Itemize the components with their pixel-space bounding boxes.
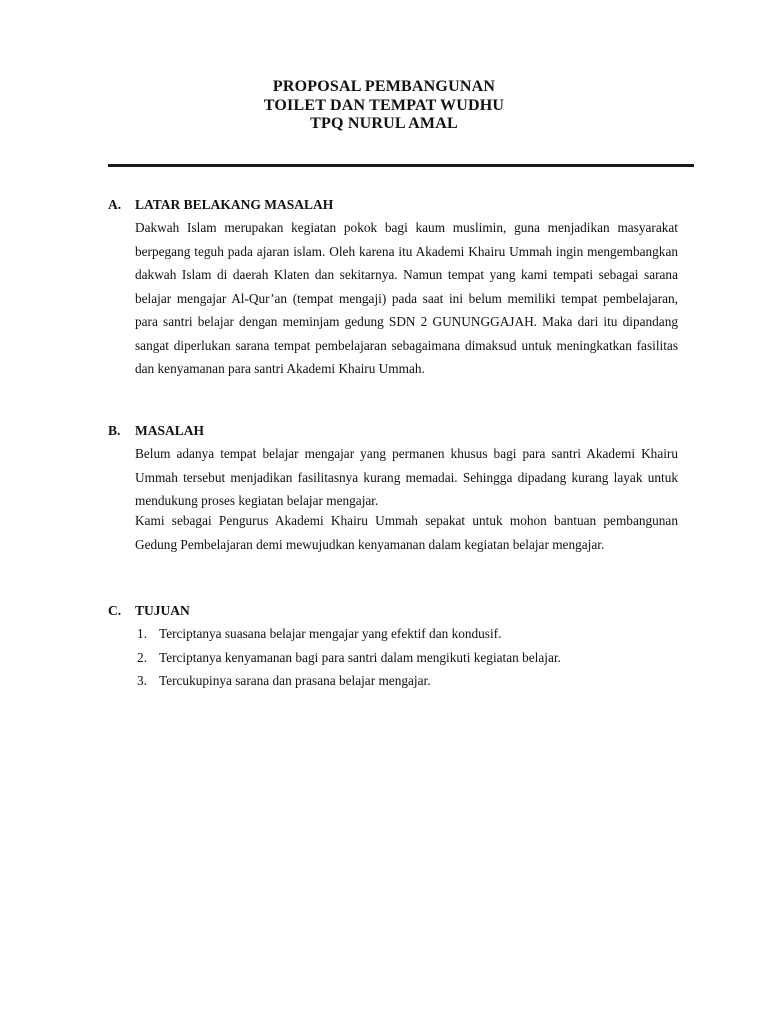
section-b-title: MASALAH: [135, 423, 205, 438]
list-item-number: 1.: [137, 626, 147, 641]
title-line-3: TPQ NURUL AMAL: [310, 115, 458, 132]
list-item-text: Tercukupinya sarana dan prasana belajar mengajar.: [159, 673, 431, 688]
list-item: [137, 669, 677, 693]
section-b-paragraph-1: Belum adanya tempat belajar mengajar yang permanen khusus bagi para santri Akademi Khairu Ummah tersebut menjadikan fasilitasnya kurang memadai. Sehingga dipadang kurang layak untuk mendukung proses kegiatan belajar mengajar.: [135, 446, 678, 508]
section-a-heading: [108, 196, 333, 214]
section-a-letter: A.: [108, 197, 122, 212]
section-b-letter: B.: [108, 423, 121, 438]
list-item: [137, 646, 677, 670]
title-line-1: PROPOSAL PEMBANGUNAN: [272, 78, 496, 95]
list-item: [137, 622, 677, 646]
list-item-text: Terciptanya kenyamanan bagi para santri dalam mengikuti kegiatan belajar.: [159, 649, 561, 665]
title-divider: [108, 164, 694, 167]
list-item-number: 3.: [137, 673, 147, 688]
document-title: [0, 78, 768, 134]
section-a-paragraph: Dakwah Islam merupakan kegiatan pokok bagi kaum muslimin, guna menjadikan masyarakat berpegang teguh pada ajaran islam. Oleh karena itu Akademi Khairu Ummah ingin mengembangkan dakwah Islam di daerah Klaten dan sekitarnya. Namun tempat yang kami tempati sebagai sarana belajar mengajar Al-Qur’an (tempat mengaji) pada saat ini belum memiliki tempat pembelajaran, para santri belajar dengan meminjam gedung SDN 2 GUNUNGGAJAH. Maka dari itu dipandang sangat diperlukan sarana tempat pembelajaran sebagaimana dimaksud untuk meningkatkan fasilitas dan kenyamanan para santri Akademi Khairu Ummah.: [135, 220, 678, 376]
section-c-heading: [108, 602, 190, 620]
list-item-text: Terciptanya suasana belajar mengajar yang efektif dan kondusif.: [159, 626, 502, 641]
section-c-title: TUJUAN: [135, 603, 190, 618]
list-item-number: 2.: [137, 649, 147, 665]
section-a-title: LATAR BELAKANG MASALAH: [135, 197, 334, 212]
title-line-2: TOILET DAN TEMPAT WUDHU: [263, 96, 505, 114]
objectives-list: [137, 622, 677, 693]
section-b-heading: [108, 422, 204, 440]
section-b-paragraph-2: Kami sebagai Pengurus Akademi Khairu Ummah sepakat untuk mohon bantuan pembangunan Gedung Pembelajaran demi mewujudkan kenyamanan dalam kegiatan belajar mengajar.: [135, 513, 678, 552]
section-c-letter: C.: [108, 603, 122, 618]
